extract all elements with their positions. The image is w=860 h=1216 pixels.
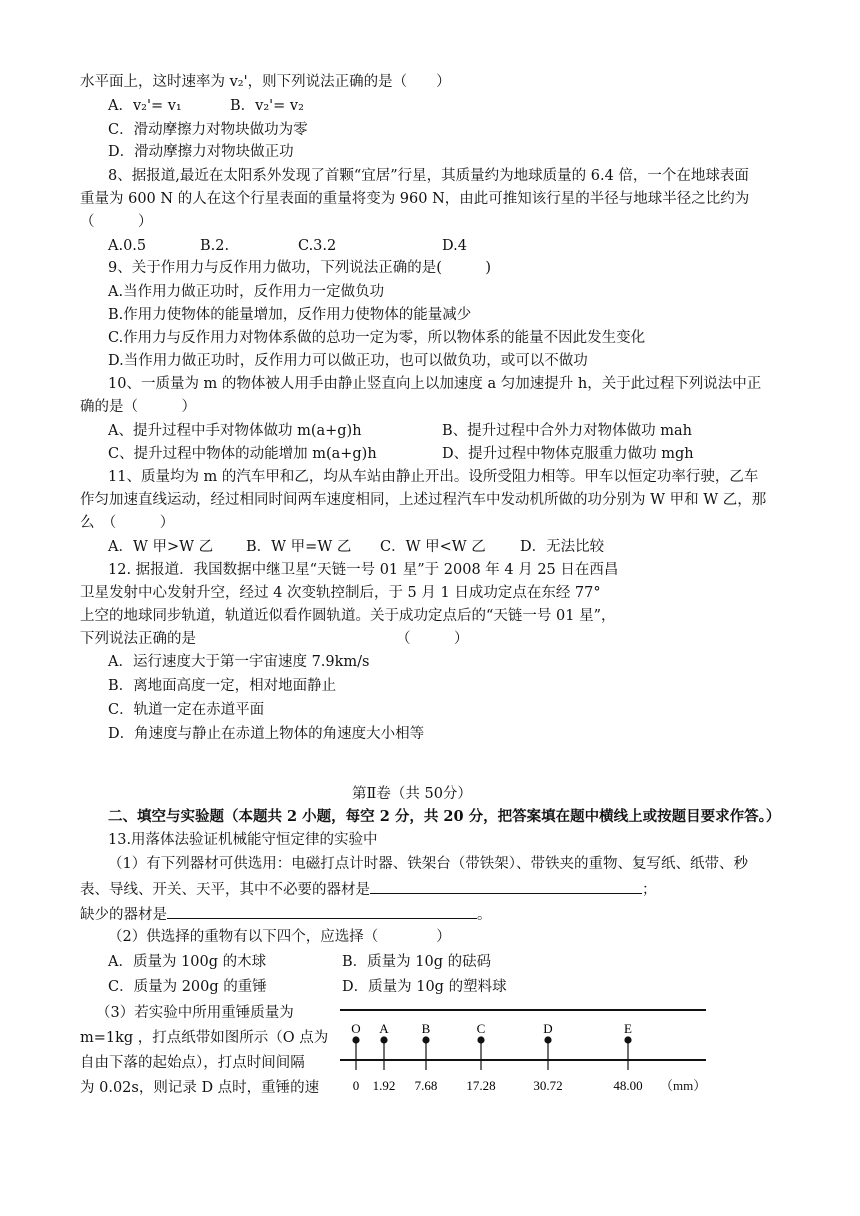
tape-value-label: 7.68 bbox=[414, 1078, 438, 1093]
q7-option-a: A．v₂'= v₁ bbox=[108, 98, 182, 114]
q10-option-b: B、提升过程中合外力对物体做功 mah bbox=[442, 423, 692, 439]
q13-part1-line2 bbox=[80, 877, 657, 900]
q10-line1: 10、一质量为 m 的物体被人用手由静止竖直向上以加速度 a 匀加速提升 h，关于此过程下列说法中正 bbox=[108, 376, 762, 392]
q12-option-c: C．轨道一定在赤道平面 bbox=[108, 702, 265, 718]
q11-option-b: B．W 甲=W 乙 bbox=[246, 539, 352, 555]
q8-line1: 8、据报道,最近在太阳系外发现了首颗“宜居”行星，其质量约为地球质量的 6.4 倍，一个在地球表面 bbox=[108, 168, 749, 184]
q12-line1: 12. 据报道．我国数据中继卫星“天链一号 01 星”于 2008 年 4 月 25 日在西昌 bbox=[108, 562, 619, 578]
q13-stem: 13.用落体法验证机械能守恒定律的实验中 bbox=[108, 832, 378, 848]
tape-point-label: E bbox=[624, 1021, 632, 1036]
q13-part2-option-d: D．质量为 10g 的塑料球 bbox=[342, 979, 507, 995]
q13-part3-line4: 为 0.02s，则记录 D 点时，重锤的速 bbox=[80, 1080, 320, 1096]
q10-line2: 确的是（ ） bbox=[80, 399, 196, 415]
tape-unit: （mm） bbox=[660, 1078, 707, 1093]
tape-value-label: 1.92 bbox=[372, 1078, 396, 1093]
q8-option-a: A.0.5 bbox=[108, 238, 147, 254]
q12-answer-paren: （ ） bbox=[396, 631, 469, 647]
q11-line2: 作匀加速直线运动，经过相同时间两车速度相同，上述过程汽车中发动机所做的功分别为 W 甲和 W 乙，那 bbox=[80, 492, 767, 508]
answer-blank-unnecessary[interactable] bbox=[370, 877, 642, 894]
q13-part1-line1: （1）有下列器材可供选用：电磁打点计时器、铁架台（带铁架）、带铁夹的重物、复写纸、纸带、秒 bbox=[108, 856, 748, 872]
q7-option-d: D．滑动摩擦力对物块做正功 bbox=[108, 144, 294, 160]
tape-value-label: 48.00 bbox=[613, 1078, 643, 1093]
q13-part2-option-b: B．质量为 10g 的砝码 bbox=[342, 954, 492, 970]
q8-option-d: D.4 bbox=[442, 238, 467, 254]
q11-line1: 11、质量均为 m 的汽车甲和乙，均从车站由静止开出。设所受阻力相等。甲车以恒定功率行驶，乙车 bbox=[108, 469, 759, 485]
tape-dot bbox=[352, 1036, 359, 1043]
part2-title: 第Ⅱ卷（共 50分） bbox=[352, 786, 472, 802]
q12-line2: 卫星发射中心发射升空，经过 4 次变轨控制后，于 5 月 1 日成功定点在东经 77° bbox=[80, 585, 601, 601]
q13-part3-line2: m=1kg ，打点纸带如图所示（O 点为 bbox=[80, 1030, 329, 1046]
q13-part1-line2-text: 表、导线、开关、天平，其中不必要的器材是 bbox=[80, 882, 370, 898]
tape-point-label: B bbox=[421, 1021, 431, 1036]
q8-option-b: B.2. bbox=[200, 238, 230, 254]
tape-dot bbox=[380, 1036, 387, 1043]
q8-line2: 重量为 600 N 的人在这个行星表面的重量将变为 960 N，由此可推知该行星的半径与地球半径之比约为 bbox=[80, 191, 750, 207]
q11-option-a: A．W 甲>W 乙 bbox=[108, 539, 214, 555]
tape-value-label: 17.28 bbox=[466, 1078, 496, 1093]
q12-line3: 上空的地球同步轨道，轨道近似看作圆轨道。关于成功定点后的“天链一号 01 星”， bbox=[80, 608, 616, 624]
q13-part1-line3-text: 缺少的器材是 bbox=[80, 907, 167, 923]
tape-value-label: 30.72 bbox=[533, 1078, 563, 1093]
q11-option-c: C．W 甲<W 乙 bbox=[380, 539, 486, 555]
q13-part3-line1: （3）若实验中所用重锤质量为 bbox=[96, 1005, 294, 1021]
q13-part3-line3: 自由下落的起始点），打点时间间隔 bbox=[80, 1055, 305, 1071]
section-heading: 二、填空与实验题（本题共 2 小题，每空 2 分，共 20 分，把答案填在题中横线上或按题目要求作答。） bbox=[108, 808, 781, 825]
q7-option-b: B．v₂'= v₂ bbox=[230, 98, 304, 114]
tape-point-label: A bbox=[379, 1021, 389, 1036]
q13-part2-option-a: A．质量为 100g 的木球 bbox=[108, 954, 267, 970]
tape-dot bbox=[477, 1036, 484, 1043]
q9-option-a: A.当作用力做正功时，反作用力一定做负功 bbox=[108, 284, 385, 300]
q11-line3: 么 （ ） bbox=[80, 515, 175, 531]
q13-part2-option-c: C．质量为 200g 的重锤 bbox=[108, 979, 267, 995]
q7-option-c: C．滑动摩擦力对物块做功为零 bbox=[108, 122, 308, 138]
q10-option-a: A、提升过程中手对物体做功 m(a+g)h bbox=[108, 423, 362, 439]
tape-dot bbox=[624, 1036, 631, 1043]
q11-option-d: D．无法比较 bbox=[520, 539, 605, 555]
q8-line3: （ ） bbox=[80, 214, 153, 230]
tape-value-label: 0 bbox=[352, 1078, 360, 1093]
q13-part1-line3 bbox=[80, 902, 492, 925]
tape-point-label: D bbox=[543, 1021, 553, 1036]
tape-point-label: O bbox=[351, 1021, 361, 1036]
q13-part1-line3-end: 。 bbox=[477, 907, 492, 923]
q7-stem: 水平面上，这时速率为 v₂'，则下列说法正确的是（ ） bbox=[80, 74, 451, 90]
q10-option-d: D、提升过程中物体克服重力做功 mgh bbox=[442, 446, 694, 462]
tape-point-label: C bbox=[476, 1021, 486, 1036]
q9-option-c: C.作用力与反作用力对物体系做的总功一定为零，所以物体系的能量不因此发生变化 bbox=[108, 330, 646, 346]
q12-option-a: A．运行速度大于第一宇宙速度 7.9km/s bbox=[108, 654, 370, 670]
q12-option-d: D．角速度与静止在赤道上物体的角速度大小相等 bbox=[108, 726, 425, 742]
q9-stem: 9、关于作用力与反作用力做功，下列说法正确的是( ) bbox=[108, 260, 492, 276]
q8-option-c: C.3.2 bbox=[298, 238, 337, 254]
q9-option-d: D.当作用力做正功时，反作用力可以做正功，也可以做负功，或可以不做功 bbox=[108, 353, 588, 369]
q10-option-c: C、提升过程中物体的动能增加 m(a+g)h bbox=[108, 446, 377, 462]
q13-part1-line2-end: ； bbox=[642, 882, 657, 898]
answer-blank-missing[interactable] bbox=[167, 902, 477, 919]
q12-line4: 下列说法正确的是 bbox=[80, 631, 196, 647]
q13-part2-stem: （2）供选择的重物有以下四个，应选择（ ） bbox=[108, 929, 451, 945]
tape-dot bbox=[544, 1036, 551, 1043]
q12-option-b: B．离地面高度一定，相对地面静止 bbox=[108, 678, 337, 694]
tape-dot bbox=[422, 1036, 429, 1043]
q9-option-b: B.作用力使物体的能量增加，反作用力使物体的能量减少 bbox=[108, 307, 472, 323]
